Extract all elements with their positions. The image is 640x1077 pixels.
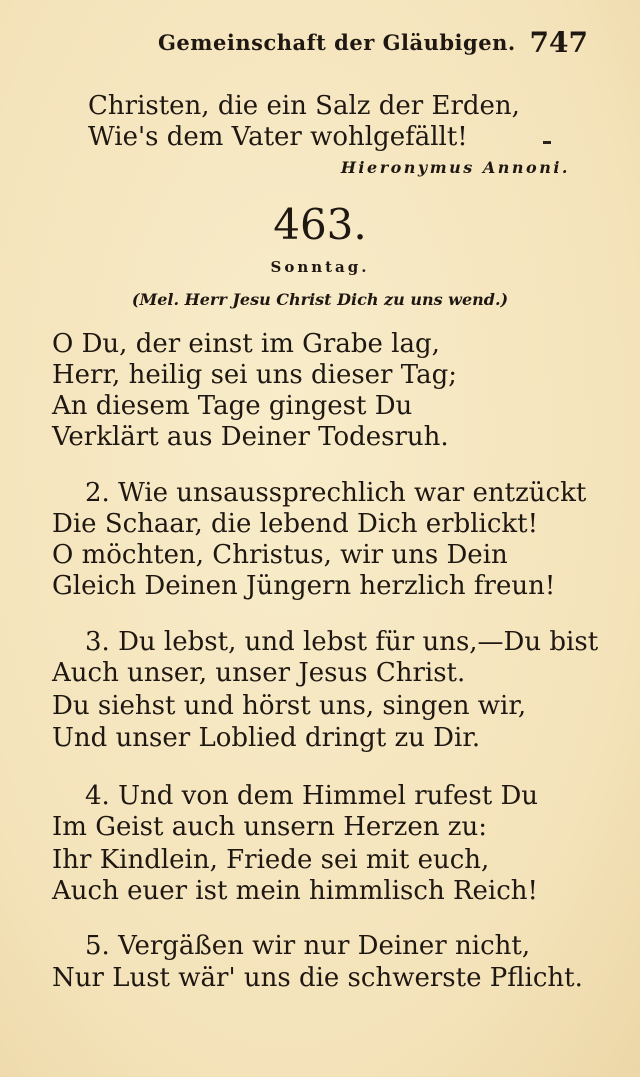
stanza-line: Die Schaar, die lebend Dich erblickt! bbox=[52, 509, 539, 539]
stanza-line: Und unser Loblied dringt zu Dir. bbox=[52, 723, 481, 753]
print-mark bbox=[543, 141, 551, 144]
prev-hymn-line-1: Christen, die ein Salz der Erden, bbox=[88, 91, 520, 121]
stanza-line: Gleich Deinen Jüngern herzlich freun! bbox=[52, 571, 556, 601]
stanza-line: O möchten, Christus, wir uns Dein bbox=[52, 540, 508, 570]
stanza-line: Herr, heilig sei uns dieser Tag; bbox=[52, 360, 457, 390]
hymn-number: 463. bbox=[273, 200, 367, 249]
page-number: 747 bbox=[529, 26, 588, 59]
stanza-line: 3. Du lebst, und lebst für uns,—Du bist bbox=[85, 627, 599, 657]
stanza-line: Auch euer ist mein himmlisch Reich! bbox=[52, 876, 538, 906]
hymn-author: Hieronymus Annoni. bbox=[340, 158, 570, 177]
stanza-line: Auch unser, unser Jesus Christ. bbox=[52, 658, 466, 688]
stanza-line: Ihr Kindlein, Friede sei mit euch, bbox=[52, 845, 490, 875]
stanza-line: An diesem Tage gingest Du bbox=[52, 391, 413, 421]
melody-note: (Mel. Herr Jesu Christ Dich zu uns wend.) bbox=[131, 290, 509, 309]
stanza-line: 2. Wie unsaussprechlich war entzückt bbox=[85, 478, 587, 508]
stanza-line: 4. Und von dem Himmel rufest Du bbox=[85, 781, 539, 811]
stanza-line: Verklärt aus Deiner Todesruh. bbox=[52, 422, 449, 452]
stanza-line: Nur Lust wär' uns die schwerste Pflicht. bbox=[52, 963, 583, 993]
hymn-title: Sonntag. bbox=[270, 258, 370, 276]
stanza-line: Du siehst und hörst uns, singen wir, bbox=[52, 691, 527, 721]
stanza-line: Im Geist auch unsern Herzen zu: bbox=[52, 812, 487, 842]
stanza-line: 5. Vergäßen wir nur Deiner nicht, bbox=[85, 931, 531, 961]
prev-hymn-line-2: Wie's dem Vater wohlgefällt! bbox=[88, 122, 468, 152]
running-header: Gemeinschaft der Gläubigen. bbox=[158, 30, 516, 55]
stanza-line: O Du, der einst im Grabe lag, bbox=[52, 329, 440, 359]
